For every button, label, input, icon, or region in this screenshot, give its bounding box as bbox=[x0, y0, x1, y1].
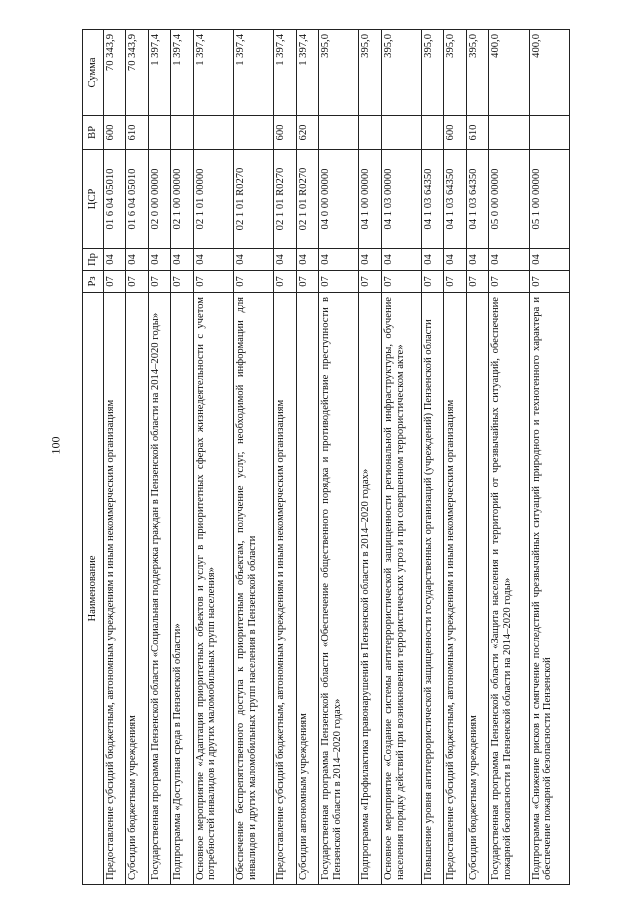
row-vr bbox=[359, 116, 381, 150]
table-row bbox=[319, 30, 359, 885]
row-sum: 1 397,4 bbox=[296, 30, 318, 116]
row-csr: 02 1 01 R0270 bbox=[296, 150, 318, 249]
row-pr: 04 bbox=[381, 249, 421, 271]
table-row bbox=[466, 30, 488, 885]
table-row bbox=[193, 30, 233, 885]
row-sum: 70 343,9 bbox=[126, 30, 148, 116]
row-sum: 70 343,9 bbox=[104, 30, 126, 116]
row-pr: 04 bbox=[148, 249, 170, 271]
row-vr: 620 bbox=[296, 116, 318, 150]
row-vr bbox=[529, 116, 569, 150]
row-csr: 02 1 01 00000 bbox=[193, 150, 233, 249]
row-name: Подпрограмма «Снижение рисков и смягчение последствий чрезвычайных ситуаций природного и техногенного характера и обеспечение пожарной безопасности Пензенской bbox=[529, 293, 569, 885]
row-rz: 07 bbox=[104, 271, 126, 293]
table-row bbox=[359, 30, 381, 885]
table-row bbox=[171, 30, 193, 885]
table-header-row bbox=[83, 30, 104, 885]
row-sum: 395,0 bbox=[359, 30, 381, 116]
table-row bbox=[381, 30, 421, 885]
row-vr bbox=[148, 116, 170, 150]
table-row bbox=[529, 30, 569, 885]
row-csr: 04 1 03 64350 bbox=[466, 150, 488, 249]
row-rz: 07 bbox=[148, 271, 170, 293]
row-name: Повышение уровня антитеррористической защищенности государственных организаций (учреждений) Пензенской области bbox=[422, 293, 444, 885]
row-name: Государственная программа Пензенской области «Социальная поддержка граждан в Пензенской области на 2014–2020 годы» bbox=[148, 293, 170, 885]
row-vr bbox=[319, 116, 359, 150]
row-name: Субсидии автономным учреждениям bbox=[296, 293, 318, 885]
page-number: 100 bbox=[48, 436, 63, 455]
budget-table bbox=[82, 29, 570, 885]
row-pr: 04 bbox=[319, 249, 359, 271]
row-name: Подпрограмма «Профилактика правонарушений в Пензенской области в 2014–2020 годах» bbox=[359, 293, 381, 885]
header-csr: ЦСР bbox=[83, 150, 104, 249]
row-sum: 1 397,4 bbox=[171, 30, 193, 116]
row-name: Предоставление субсидий бюджетным, автономным учреждениям и иным некоммерческим организациям bbox=[104, 293, 126, 885]
row-rz: 07 bbox=[489, 271, 529, 293]
row-vr: 600 bbox=[104, 116, 126, 150]
row-vr: 610 bbox=[126, 116, 148, 150]
row-rz: 07 bbox=[444, 271, 466, 293]
row-vr bbox=[422, 116, 444, 150]
table-row bbox=[274, 30, 296, 885]
row-pr: 04 bbox=[529, 249, 569, 271]
row-pr: 04 bbox=[233, 249, 273, 271]
row-rz: 07 bbox=[193, 271, 233, 293]
row-pr: 04 bbox=[126, 249, 148, 271]
row-csr: 01 6 04 05010 bbox=[126, 150, 148, 249]
row-pr: 04 bbox=[422, 249, 444, 271]
rotated-table-container bbox=[82, 30, 570, 885]
header-vr: ВР bbox=[83, 116, 104, 150]
row-vr bbox=[489, 116, 529, 150]
row-rz: 07 bbox=[422, 271, 444, 293]
row-rz: 07 bbox=[466, 271, 488, 293]
row-vr: 610 bbox=[466, 116, 488, 150]
row-name: Государственная программа Пензенской области «Обеспечение общественного порядка и противодействие преступности в Пензенской области в 2014–2020 годах» bbox=[319, 293, 359, 885]
row-name: Основное мероприятие «Адаптация приоритетных объектов и услуг в приоритетных сферах жизнедеятельности с учетом потребностей инвалидов и других маломобильных групп населения» bbox=[193, 293, 233, 885]
row-pr: 04 bbox=[171, 249, 193, 271]
row-pr: 04 bbox=[466, 249, 488, 271]
row-csr: 04 1 03 64350 bbox=[444, 150, 466, 249]
row-pr: 04 bbox=[104, 249, 126, 271]
table-row bbox=[126, 30, 148, 885]
header-pr: Пр bbox=[83, 249, 104, 271]
table-row bbox=[489, 30, 529, 885]
row-vr: 600 bbox=[274, 116, 296, 150]
header-sum: Сумма bbox=[83, 30, 104, 116]
row-rz: 07 bbox=[233, 271, 273, 293]
row-sum: 395,0 bbox=[381, 30, 421, 116]
table-row bbox=[233, 30, 273, 885]
row-rz: 07 bbox=[296, 271, 318, 293]
row-rz: 07 bbox=[359, 271, 381, 293]
row-sum: 395,0 bbox=[444, 30, 466, 116]
row-csr: 01 6 04 05010 bbox=[104, 150, 126, 249]
table-row bbox=[148, 30, 170, 885]
row-name: Основное мероприятие «Создание системы антитеррористической защищенности региональной инфраструктуры, обучение населения порядку действий при возникновении террористических угроз и при совершенном террористическом акте» bbox=[381, 293, 421, 885]
row-csr: 02 0 00 00000 bbox=[148, 150, 170, 249]
row-sum: 1 397,4 bbox=[148, 30, 170, 116]
row-csr: 02 1 00 00000 bbox=[171, 150, 193, 249]
row-vr: 600 bbox=[444, 116, 466, 150]
table-row bbox=[444, 30, 466, 885]
row-sum: 1 397,4 bbox=[274, 30, 296, 116]
row-sum: 395,0 bbox=[422, 30, 444, 116]
row-sum: 395,0 bbox=[319, 30, 359, 116]
row-sum: 1 397,4 bbox=[193, 30, 233, 116]
row-rz: 07 bbox=[171, 271, 193, 293]
row-sum: 400,0 bbox=[489, 30, 529, 116]
row-pr: 04 bbox=[274, 249, 296, 271]
row-pr: 04 bbox=[193, 249, 233, 271]
row-vr bbox=[193, 116, 233, 150]
row-rz: 07 bbox=[274, 271, 296, 293]
row-csr: 02 1 01 R0270 bbox=[233, 150, 273, 249]
row-name: Предоставление субсидий бюджетным, автономным учреждениям и иным некоммерческим организациям bbox=[444, 293, 466, 885]
row-rz: 07 bbox=[126, 271, 148, 293]
row-name: Подпрограмма «Доступная среда в Пензенской области» bbox=[171, 293, 193, 885]
row-name: Предоставление субсидий бюджетным, автономным учреждениям и иным некоммерческим организациям bbox=[274, 293, 296, 885]
row-sum: 400,0 bbox=[529, 30, 569, 116]
row-csr: 04 1 00 00000 bbox=[359, 150, 381, 249]
header-name: Наименование bbox=[83, 293, 104, 885]
row-csr: 04 0 00 00000 bbox=[319, 150, 359, 249]
row-sum: 1 397,4 bbox=[233, 30, 273, 116]
row-vr bbox=[171, 116, 193, 150]
row-name: Обеспечение беспрепятственного доступа к приоритетным объектам, получение услуг, необходимой информации для инвалидов и других маломобильных групп населения в Пензенской области bbox=[233, 293, 273, 885]
row-rz: 07 bbox=[381, 271, 421, 293]
table-row bbox=[296, 30, 318, 885]
row-name: Субсидии бюджетным учреждениям bbox=[126, 293, 148, 885]
row-vr bbox=[233, 116, 273, 150]
row-sum: 395,0 bbox=[466, 30, 488, 116]
row-csr: 05 1 00 00000 bbox=[529, 150, 569, 249]
row-rz: 07 bbox=[529, 271, 569, 293]
table-row bbox=[104, 30, 126, 885]
table-row bbox=[422, 30, 444, 885]
row-csr: 04 1 03 64350 bbox=[422, 150, 444, 249]
row-name: Субсидии бюджетным учреждениям bbox=[466, 293, 488, 885]
row-pr: 04 bbox=[444, 249, 466, 271]
row-csr: 02 1 01 R0270 bbox=[274, 150, 296, 249]
row-vr bbox=[381, 116, 421, 150]
row-pr: 04 bbox=[489, 249, 529, 271]
row-pr: 04 bbox=[359, 249, 381, 271]
row-pr: 04 bbox=[296, 249, 318, 271]
header-rz: Рз bbox=[83, 271, 104, 293]
row-csr: 04 1 03 00000 bbox=[381, 150, 421, 249]
row-rz: 07 bbox=[319, 271, 359, 293]
row-csr: 05 0 00 00000 bbox=[489, 150, 529, 249]
row-name: Государственная программа Пензенской области «Защита населения и территорий от чрезвычайных ситуаций, обеспечение пожарной безопасности в Пензенской области на 2014–2020 годы» bbox=[489, 293, 529, 885]
